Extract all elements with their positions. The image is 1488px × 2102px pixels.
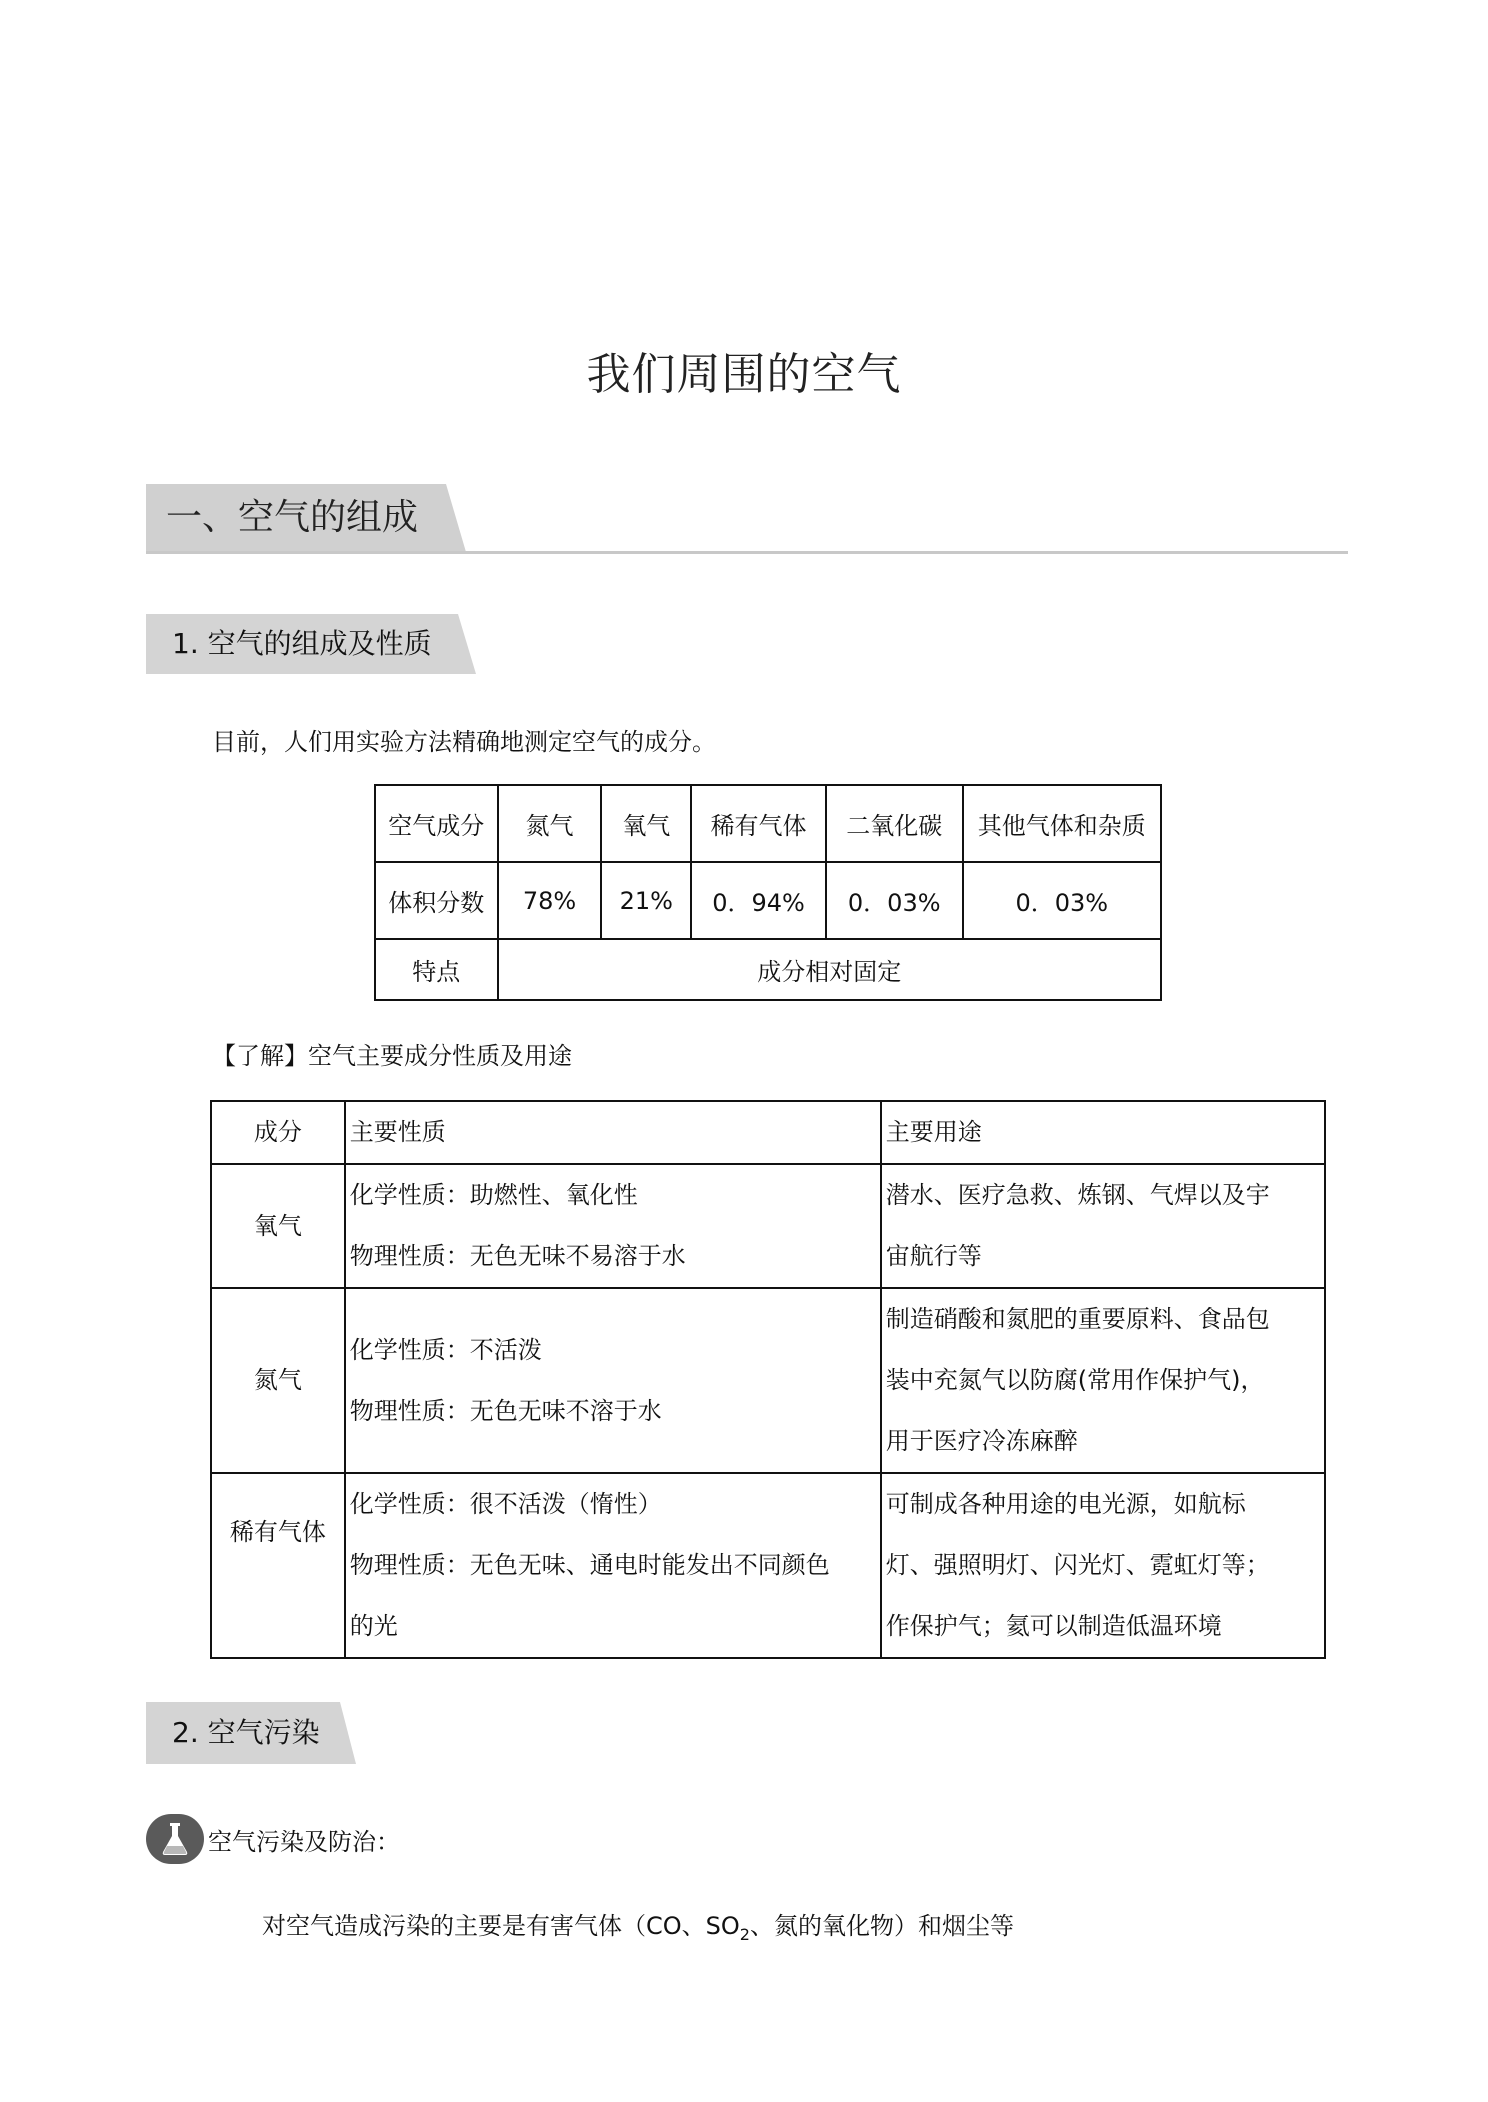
table-line: 物理性质：无色无味不溶于水 <box>349 1396 662 1425</box>
table-line: 作保护气；氦可以制造低温环境 <box>885 1612 1222 1640</box>
table-line: 物理性质：无色无味不易溶于水 <box>349 1242 686 1270</box>
flask-icon <box>146 1814 204 1864</box>
table-cell: 特点 <box>375 939 498 1000</box>
pollution-item-label: 空气污染及防治： <box>208 1828 400 1856</box>
intro-paragraph: 目前，人们用实验方法精确地测定空气的成分。 <box>212 728 716 756</box>
table-cell: 0．94% <box>691 862 826 939</box>
table-cell <box>345 1473 881 1658</box>
know-label: 【了解】空气主要成分性质及用途 <box>212 1042 572 1070</box>
section-heading: 一、空气的组成 <box>166 497 419 538</box>
table-cell: 0．03% <box>826 862 963 939</box>
table-cell: 体积分数 <box>375 862 498 939</box>
table-cell: 氮气 <box>211 1288 345 1473</box>
table-cell: 成分相对固定 <box>498 939 1161 1000</box>
table-cell: 二氧化碳 <box>826 785 963 862</box>
table-line: 装中充氮气以防腐(常用作保护气)， <box>885 1366 1265 1394</box>
subsection-heading: 2. 空气污染 <box>172 1716 320 1749</box>
table-header: 主要用途 <box>881 1101 1325 1164</box>
table-cell: 其他气体和杂质 <box>963 785 1161 862</box>
pollution-text: 对空气造成污染的主要是有害气体（CO、SO <box>262 1912 740 1940</box>
pollution-subscript: 2 <box>739 1924 750 1944</box>
table-header: 成分 <box>211 1101 345 1164</box>
table-cell: 21% <box>601 862 691 939</box>
composition-table <box>374 784 1162 1001</box>
table-cell <box>881 1473 1325 1658</box>
page-title: 我们周围的空气 <box>586 349 902 400</box>
table-line: 化学性质：很不活泼（惰性） <box>349 1490 662 1518</box>
table-line: 物理性质：无色无味、通电时能发出不同颜色 <box>349 1551 830 1579</box>
pollution-text: 、氮的氧化物）和烟尘等 <box>749 1912 1014 1940</box>
table-line: 的光 <box>349 1612 398 1640</box>
table-cell <box>345 1288 881 1473</box>
pollution-paragraph <box>262 1906 1014 1944</box>
table-line: 潜水、医疗急救、炼钢、气焊以及宇 <box>885 1181 1270 1209</box>
table-line: 化学性质：不活泼 <box>349 1335 542 1364</box>
properties-table <box>210 1100 1326 1659</box>
table-line: 制造硝酸和氮肥的重要原料、食品包 <box>885 1305 1270 1333</box>
table-line: 灯、强照明灯、闪光灯、霓虹灯等； <box>885 1551 1270 1579</box>
table-line: 可制成各种用途的电光源，如航标 <box>885 1490 1246 1518</box>
table-line: 化学性质：助燃性、氧化性 <box>349 1181 638 1209</box>
table-cell: 氧气 <box>211 1164 345 1288</box>
table-cell: 空气成分 <box>375 785 498 862</box>
table-cell <box>881 1288 1325 1473</box>
table-cell: 稀有气体 <box>691 785 826 862</box>
section-rule <box>146 551 1348 554</box>
table-cell: 氧气 <box>601 785 691 862</box>
table-line: 宙航行等 <box>885 1242 982 1270</box>
table-cell: 氮气 <box>498 785 602 862</box>
table-header: 主要性质 <box>345 1101 881 1164</box>
table-cell: 0．03% <box>963 862 1161 939</box>
table-cell <box>881 1164 1325 1288</box>
table-cell: 78% <box>498 862 602 939</box>
table-line: 用于医疗冷冻麻醉 <box>885 1427 1078 1455</box>
subsection-heading: 1. 空气的组成及性质 <box>172 627 432 660</box>
table-cell: 稀有气体 <box>211 1473 345 1658</box>
table-cell <box>345 1164 881 1288</box>
